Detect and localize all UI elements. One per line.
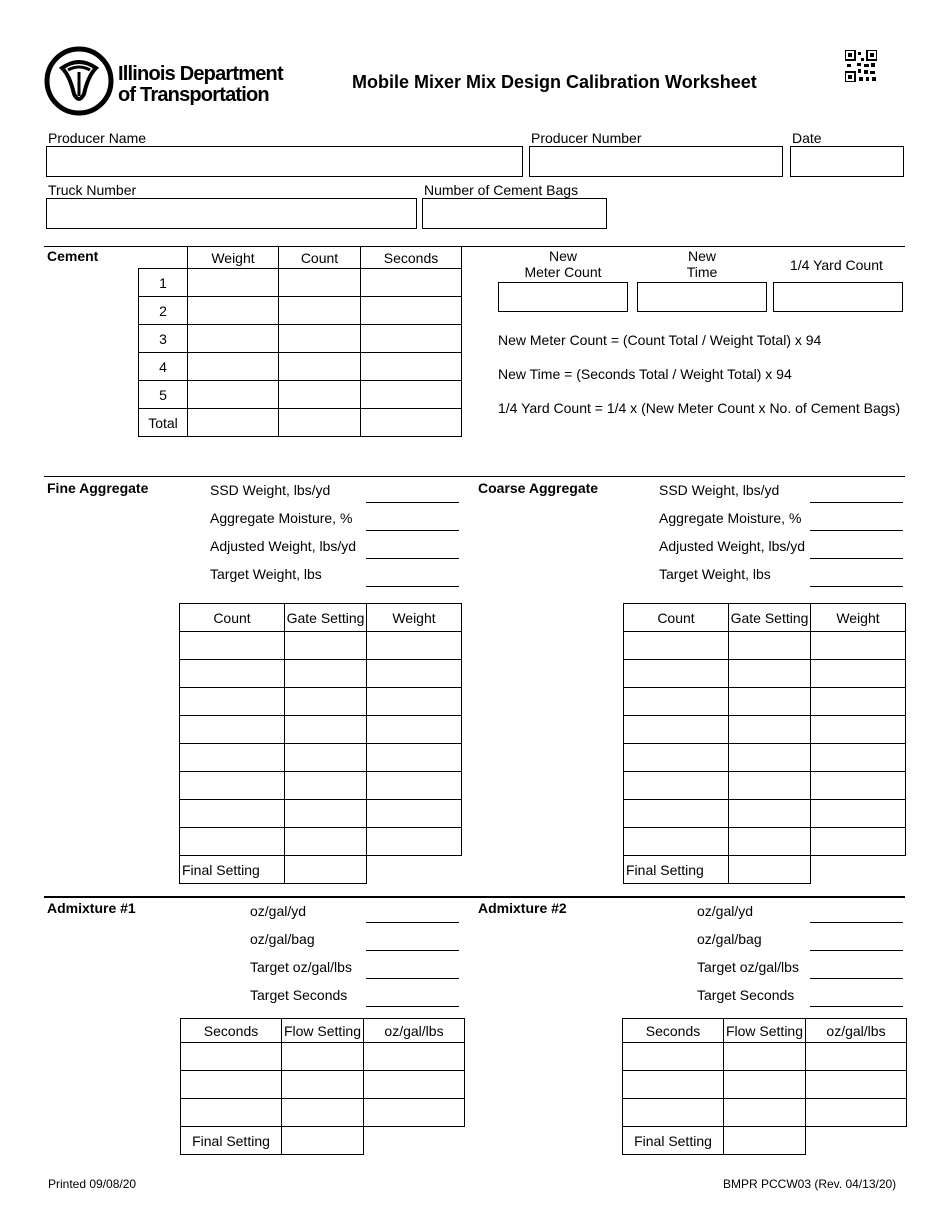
producer-number-field[interactable] — [529, 146, 783, 177]
coarse-moisture-field[interactable] — [810, 530, 903, 531]
org-line2: of Transportation — [118, 84, 269, 106]
adm1-target-sec-label: Target Seconds — [250, 987, 348, 1003]
fine-header-weight: Weight — [367, 604, 462, 632]
fine-gate-cell[interactable] — [285, 772, 367, 800]
formula-new-time: New Time = (Seconds Total / Weight Total) x 94 — [498, 366, 792, 382]
adm2-header-oz: oz/gal/lbs — [806, 1019, 907, 1043]
adm1-header-seconds: Seconds — [181, 1019, 282, 1043]
coarse-adjusted-label: Adjusted Weight, lbs/yd — [659, 538, 806, 554]
fine-final-setting-label: Final Setting — [180, 856, 285, 884]
table-row — [623, 1071, 907, 1099]
cement-count-cell[interactable] — [279, 381, 361, 409]
fine-target-label: Target Weight, lbs — [210, 566, 322, 582]
cement-row-label: 1 — [139, 269, 188, 297]
adm1-ozbag-label: oz/gal/bag — [250, 931, 315, 947]
coarse-weight-cell[interactable] — [811, 800, 906, 828]
fine-target-field[interactable] — [366, 586, 459, 587]
admixture1-label: Admixture #1 — [47, 900, 136, 916]
formula-meter-count: New Meter Count = (Count Total / Weight Total) x 94 — [498, 332, 822, 348]
table-row — [624, 772, 906, 800]
adm2-ozyd-label: oz/gal/yd — [697, 903, 754, 919]
coarse-target-label: Target Weight, lbs — [659, 566, 771, 582]
fine-gate-cell[interactable] — [285, 828, 367, 856]
form-id: BMPR PCCW03 (Rev. 04/13/20) — [723, 1177, 897, 1191]
table-row — [181, 1071, 465, 1099]
fine-gate-cell[interactable] — [285, 716, 367, 744]
adm2-header-seconds: Seconds — [623, 1019, 724, 1043]
fine-adjusted-field[interactable] — [366, 558, 459, 559]
adm1-seconds-cell[interactable] — [181, 1043, 282, 1071]
adm1-ozyd-field[interactable] — [366, 922, 459, 923]
table-row — [180, 856, 462, 884]
table-row — [139, 297, 462, 325]
table-row — [624, 800, 906, 828]
table-row — [624, 744, 906, 772]
coarse-weight-cell[interactable] — [811, 716, 906, 744]
adm2-oz-cell[interactable] — [806, 1071, 907, 1099]
adm1-target-oz-label: Target oz/gal/lbs — [250, 959, 352, 975]
coarse-gate-cell[interactable] — [729, 688, 811, 716]
adm1-header-flow: Flow Setting — [282, 1019, 364, 1043]
coarse-count-cell[interactable] — [624, 744, 729, 772]
table-row — [139, 269, 462, 297]
cement-bags-label: Number of Cement Bags — [424, 182, 579, 198]
table-row — [180, 632, 462, 660]
table-row — [139, 409, 462, 437]
adm1-flow-cell[interactable] — [282, 1071, 364, 1099]
fine-ssd-field[interactable] — [366, 502, 459, 503]
fine-aggregate-label: Fine Aggregate — [47, 480, 149, 496]
coarse-final-setting-cell[interactable] — [729, 856, 811, 884]
fine-ssd-label: SSD Weight, lbs/yd — [210, 482, 331, 498]
adm2-target-sec-label: Target Seconds — [697, 987, 795, 1003]
fine-count-cell[interactable] — [180, 660, 285, 688]
admixture2-label: Admixture #2 — [478, 900, 567, 916]
truck-number-label: Truck Number — [48, 182, 137, 198]
adm1-target-sec-field[interactable] — [366, 1006, 459, 1007]
date-label: Date — [792, 130, 822, 146]
fine-weight-cell[interactable] — [367, 744, 462, 772]
idot-logo-icon — [44, 46, 114, 116]
coarse-final-setting-label: Final Setting — [624, 856, 729, 884]
cement-table — [138, 246, 462, 437]
new-meter-count-label — [498, 248, 628, 280]
coarse-moisture-label: Aggregate Moisture, % — [659, 510, 802, 526]
qr-code-icon — [845, 50, 877, 82]
coarse-weight-cell[interactable] — [811, 688, 906, 716]
fine-weight-cell[interactable] — [367, 632, 462, 660]
truck-number-field[interactable] — [46, 198, 417, 229]
org-name — [118, 64, 283, 106]
fine-header-gate: Gate Setting — [285, 604, 367, 632]
adm2-seconds-cell[interactable] — [623, 1071, 724, 1099]
table-row — [624, 688, 906, 716]
fine-final-setting-cell[interactable] — [285, 856, 367, 884]
adm1-oz-cell[interactable] — [364, 1071, 465, 1099]
cement-row-label: 4 — [139, 353, 188, 381]
coarse-header-count: Count — [624, 604, 729, 632]
adm2-oz-cell[interactable] — [806, 1099, 907, 1127]
coarse-aggregate-label: Coarse Aggregate — [478, 480, 599, 496]
coarse-weight-cell[interactable] — [811, 828, 906, 856]
table-row — [624, 856, 906, 884]
cement-header-weight: Weight — [188, 247, 279, 269]
cement-weight-cell[interactable] — [188, 381, 279, 409]
fine-weight-cell[interactable] — [367, 772, 462, 800]
coarse-gate-cell[interactable] — [729, 660, 811, 688]
cement-seconds-cell[interactable] — [361, 269, 462, 297]
adm2-ozbag-label: oz/gal/bag — [697, 931, 762, 947]
page-title: Mobile Mixer Mix Design Calibration Worksheet — [352, 72, 757, 92]
adm2-flow-cell[interactable] — [724, 1043, 806, 1071]
coarse-aggregate-table — [623, 603, 906, 884]
formula-quarter-yard: 1/4 Yard Count = 1/4 x (New Meter Count x No. of Cement Bags) — [498, 400, 901, 416]
coarse-weight-cell[interactable] — [811, 632, 906, 660]
admixture2-table — [622, 1018, 907, 1155]
coarse-ssd-label: SSD Weight, lbs/yd — [659, 482, 780, 498]
quarter-yard-label: 1/4 Yard Count — [790, 257, 883, 273]
cement-weight-cell[interactable] — [188, 297, 279, 325]
cement-header-seconds: Seconds — [361, 247, 462, 269]
coarse-target-field[interactable] — [810, 586, 903, 587]
fine-count-cell[interactable] — [180, 772, 285, 800]
cement-weight-cell[interactable] — [188, 269, 279, 297]
new-meter-count-label-l2: Meter Count — [524, 264, 602, 280]
producer-number-label: Producer Number — [531, 130, 642, 146]
table-row — [139, 325, 462, 353]
fine-header-count: Count — [180, 604, 285, 632]
table-row — [139, 353, 462, 381]
fine-adjusted-label: Adjusted Weight, lbs/yd — [210, 538, 357, 554]
coarse-gate-cell[interactable] — [729, 716, 811, 744]
adm2-ozbag-field[interactable] — [810, 950, 903, 951]
coarse-header-gate: Gate Setting — [729, 604, 811, 632]
adm1-flow-cell[interactable] — [282, 1043, 364, 1071]
adm2-target-oz-field[interactable] — [810, 978, 903, 979]
aggregate-divider — [44, 476, 905, 477]
adm2-final-setting-label: Final Setting — [623, 1127, 724, 1155]
table-row — [180, 660, 462, 688]
coarse-gate-cell[interactable] — [729, 828, 811, 856]
fine-weight-cell[interactable] — [367, 688, 462, 716]
coarse-count-cell[interactable] — [624, 800, 729, 828]
printed-date: Printed 09/08/20 — [48, 1177, 137, 1191]
fine-weight-cell[interactable] — [367, 660, 462, 688]
cement-seconds-cell[interactable] — [361, 297, 462, 325]
fine-gate-cell[interactable] — [285, 660, 367, 688]
adm2-flow-cell[interactable] — [724, 1099, 806, 1127]
adm1-ozyd-label: oz/gal/yd — [250, 903, 307, 919]
fine-count-cell[interactable] — [180, 688, 285, 716]
cement-weight-cell[interactable] — [188, 409, 279, 437]
adm1-ozbag-field[interactable] — [366, 950, 459, 951]
fine-count-cell[interactable] — [180, 828, 285, 856]
fine-gate-cell[interactable] — [285, 744, 367, 772]
cement-row-label: 3 — [139, 325, 188, 353]
new-time-label — [637, 248, 767, 280]
admixture-divider — [44, 896, 905, 898]
cement-section-label: Cement — [47, 248, 99, 264]
new-time-label-l2: Time — [686, 264, 718, 280]
cement-row-label: 2 — [139, 297, 188, 325]
new-time-field[interactable] — [637, 282, 767, 312]
adm2-oz-cell[interactable] — [806, 1043, 907, 1071]
coarse-header-weight: Weight — [811, 604, 906, 632]
fine-count-cell[interactable] — [180, 744, 285, 772]
adm2-final-setting-cell[interactable] — [724, 1127, 806, 1155]
producer-name-label: Producer Name — [48, 130, 147, 146]
adm1-oz-cell[interactable] — [364, 1043, 465, 1071]
table-row — [180, 716, 462, 744]
qr-code — [845, 50, 877, 82]
adm1-seconds-cell[interactable] — [181, 1099, 282, 1127]
coarse-count-cell[interactable] — [624, 772, 729, 800]
coarse-gate-cell[interactable] — [729, 744, 811, 772]
coarse-gate-cell[interactable] — [729, 772, 811, 800]
adm2-seconds-cell[interactable] — [623, 1099, 724, 1127]
coarse-weight-cell[interactable] — [811, 660, 906, 688]
cement-row-label: Total — [139, 409, 188, 437]
adm2-target-oz-label: Target oz/gal/lbs — [697, 959, 799, 975]
fine-moisture-field[interactable] — [366, 530, 459, 531]
table-row — [180, 744, 462, 772]
fine-count-cell[interactable] — [180, 800, 285, 828]
new-time-label-l1: New — [687, 248, 716, 264]
coarse-ssd-field[interactable] — [810, 502, 903, 503]
table-row — [624, 828, 906, 856]
table-row — [181, 1127, 465, 1155]
coarse-count-cell[interactable] — [624, 688, 729, 716]
fine-moisture-label: Aggregate Moisture, % — [210, 510, 353, 526]
coarse-gate-cell[interactable] — [729, 800, 811, 828]
new-meter-count-field[interactable] — [498, 282, 628, 312]
coarse-gate-cell[interactable] — [729, 632, 811, 660]
table-row — [624, 660, 906, 688]
table-row — [180, 772, 462, 800]
coarse-weight-cell[interactable] — [811, 744, 906, 772]
adm2-flow-cell[interactable] — [724, 1071, 806, 1099]
fine-gate-cell[interactable] — [285, 800, 367, 828]
coarse-count-cell[interactable] — [624, 828, 729, 856]
table-row — [139, 381, 462, 409]
cement-count-cell[interactable] — [279, 297, 361, 325]
adm2-seconds-cell[interactable] — [623, 1043, 724, 1071]
adm1-header-oz: oz/gal/lbs — [364, 1019, 465, 1043]
adm2-header-flow: Flow Setting — [724, 1019, 806, 1043]
cement-count-cell[interactable] — [279, 269, 361, 297]
table-row — [624, 716, 906, 744]
table-row — [180, 800, 462, 828]
fine-aggregate-table — [179, 603, 462, 884]
admixture1-table — [180, 1018, 465, 1155]
cement-row-label: 5 — [139, 381, 188, 409]
table-row — [180, 688, 462, 716]
adm2-target-sec-field[interactable] — [810, 1006, 903, 1007]
table-row — [623, 1043, 907, 1071]
adm1-final-setting-label: Final Setting — [181, 1127, 282, 1155]
coarse-weight-cell[interactable] — [811, 772, 906, 800]
adm1-seconds-cell[interactable] — [181, 1071, 282, 1099]
fine-weight-cell[interactable] — [367, 716, 462, 744]
cement-seconds-cell[interactable] — [361, 325, 462, 353]
coarse-count-cell[interactable] — [624, 716, 729, 744]
adm1-target-oz-field[interactable] — [366, 978, 459, 979]
table-row — [181, 1043, 465, 1071]
fine-weight-cell[interactable] — [367, 800, 462, 828]
date-field[interactable] — [790, 146, 904, 177]
adm2-ozyd-field[interactable] — [810, 922, 903, 923]
cement-count-cell[interactable] — [279, 409, 361, 437]
org-line1: Illinois Department — [118, 63, 283, 85]
cement-bags-field[interactable] — [422, 198, 607, 229]
table-row — [180, 828, 462, 856]
cement-count-cell[interactable] — [279, 353, 361, 381]
idot-logo — [44, 46, 114, 116]
coarse-adjusted-field[interactable] — [810, 558, 903, 559]
fine-count-cell[interactable] — [180, 632, 285, 660]
fine-count-cell[interactable] — [180, 716, 285, 744]
cement-weight-cell[interactable] — [188, 353, 279, 381]
coarse-count-cell[interactable] — [624, 660, 729, 688]
coarse-count-cell[interactable] — [624, 632, 729, 660]
cement-seconds-cell[interactable] — [361, 409, 462, 437]
adm1-final-setting-cell[interactable] — [282, 1127, 364, 1155]
adm1-oz-cell[interactable] — [364, 1099, 465, 1127]
cement-count-cell[interactable] — [279, 325, 361, 353]
adm1-flow-cell[interactable] — [282, 1099, 364, 1127]
table-row — [623, 1099, 907, 1127]
fine-weight-cell[interactable] — [367, 828, 462, 856]
quarter-yard-field[interactable] — [773, 282, 903, 312]
cement-seconds-cell[interactable] — [361, 381, 462, 409]
new-meter-count-label-l1: New — [548, 248, 577, 264]
table-row — [624, 632, 906, 660]
table-row — [181, 1099, 465, 1127]
cement-seconds-cell[interactable] — [361, 353, 462, 381]
cement-weight-cell[interactable] — [188, 325, 279, 353]
table-row — [623, 1127, 907, 1155]
fine-gate-cell[interactable] — [285, 688, 367, 716]
producer-name-field[interactable] — [46, 146, 523, 177]
cement-header-count: Count — [279, 247, 361, 269]
fine-gate-cell[interactable] — [285, 632, 367, 660]
